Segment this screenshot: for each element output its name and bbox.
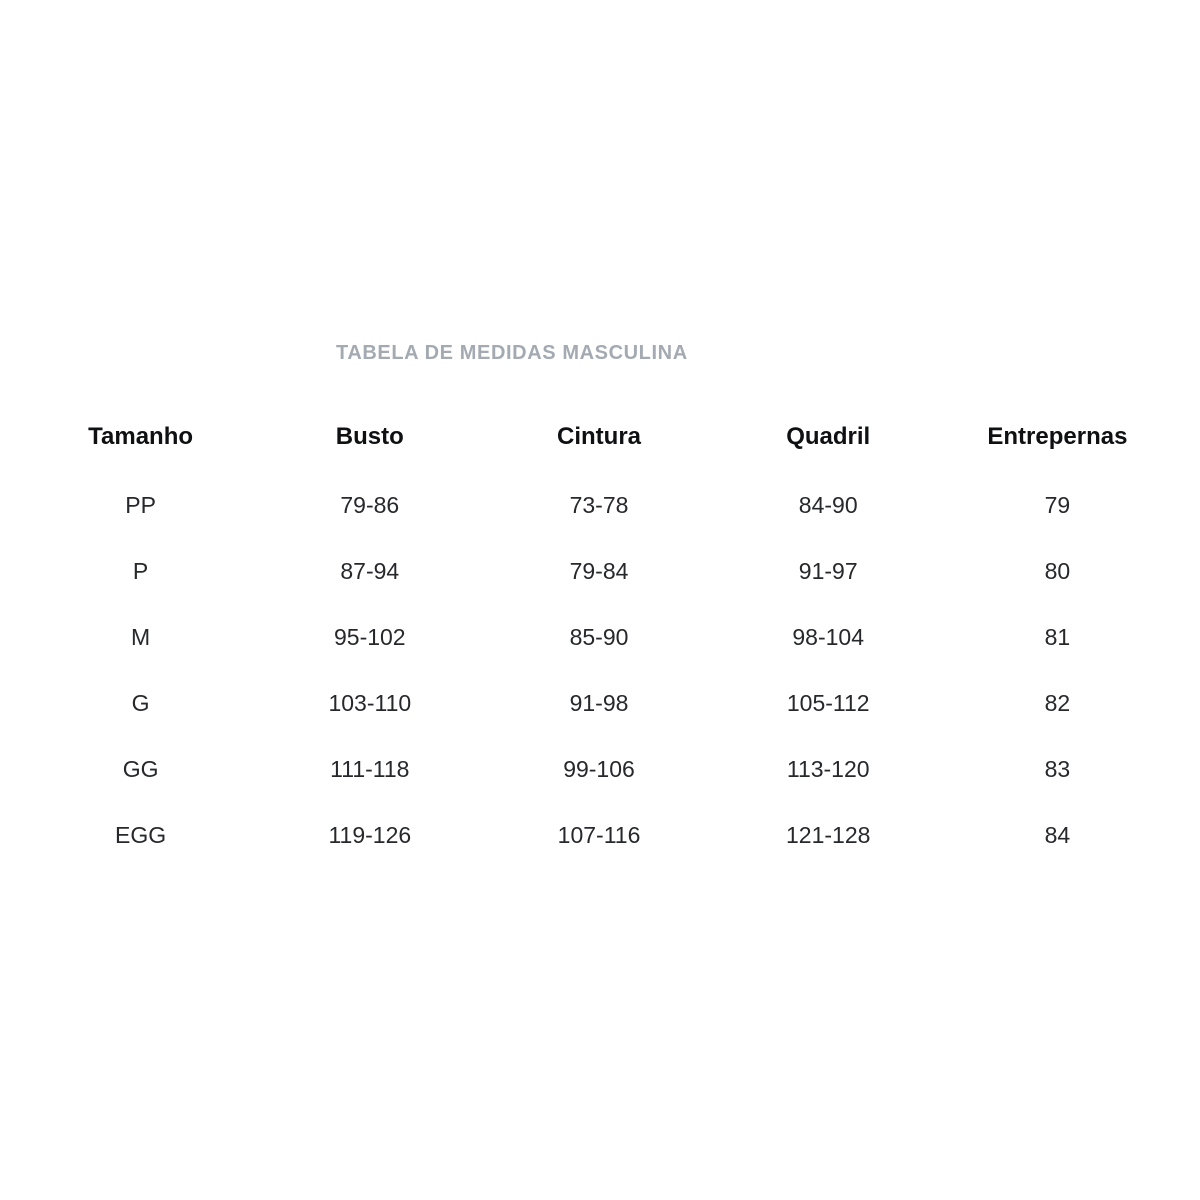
measurement-cell: 79-86 — [340, 491, 400, 518]
table-row-egg — [26, 802, 1172, 868]
table-row-p — [26, 538, 1172, 604]
size-chart-title: TABELA DE MEDIDAS MASCULINA — [336, 342, 688, 364]
column-header-quadril: Quadril — [786, 423, 871, 450]
table-row-m — [26, 604, 1172, 670]
measurement-cell: 105-112 — [786, 689, 870, 716]
measurement-cell: 85-90 — [569, 623, 629, 650]
measurement-cell: 79-84 — [569, 557, 629, 584]
measurement-cell: 83 — [1044, 755, 1071, 782]
measurement-cell: 79 — [1044, 491, 1071, 518]
size-label: P — [132, 557, 149, 584]
measurement-cell: 107-116 — [557, 821, 641, 848]
measurement-cell: 91-98 — [569, 689, 629, 716]
size-label: G — [131, 689, 150, 716]
table-header-row — [26, 402, 1172, 472]
measurement-cell: 111-118 — [330, 755, 410, 782]
table-row-g — [26, 670, 1172, 736]
size-label: PP — [125, 491, 156, 518]
measurement-cell: 82 — [1044, 689, 1071, 716]
size-label: M — [131, 623, 151, 650]
measurement-cell: 87-94 — [340, 557, 400, 584]
measurement-cell: 103-110 — [328, 689, 412, 716]
measurement-cell: 81 — [1044, 623, 1071, 650]
measurement-cell: 121-128 — [786, 821, 871, 848]
column-header-tamanho: Tamanho — [88, 423, 194, 450]
measurement-cell: 99-106 — [563, 755, 635, 782]
size-chart-table — [26, 402, 1172, 868]
column-header-entrepernas: Entrepernas — [987, 423, 1128, 450]
column-header-busto: Busto — [335, 423, 404, 450]
measurement-cell: 119-126 — [328, 821, 412, 848]
measurement-cell: 113-120 — [786, 755, 870, 782]
table-row-gg — [26, 736, 1172, 802]
column-header-cintura: Cintura — [557, 423, 641, 450]
measurement-cell: 98-104 — [792, 623, 865, 650]
measurement-cell: 84 — [1044, 821, 1071, 848]
measurement-cell: 80 — [1044, 557, 1071, 584]
measurement-cell: 91-97 — [798, 557, 858, 584]
size-label: GG — [122, 755, 159, 782]
table-row-pp — [26, 472, 1172, 538]
measurement-cell: 73-78 — [569, 491, 629, 518]
measurement-cell: 84-90 — [798, 491, 858, 518]
measurement-cell: 95-102 — [333, 623, 406, 650]
size-label: EGG — [115, 821, 167, 848]
